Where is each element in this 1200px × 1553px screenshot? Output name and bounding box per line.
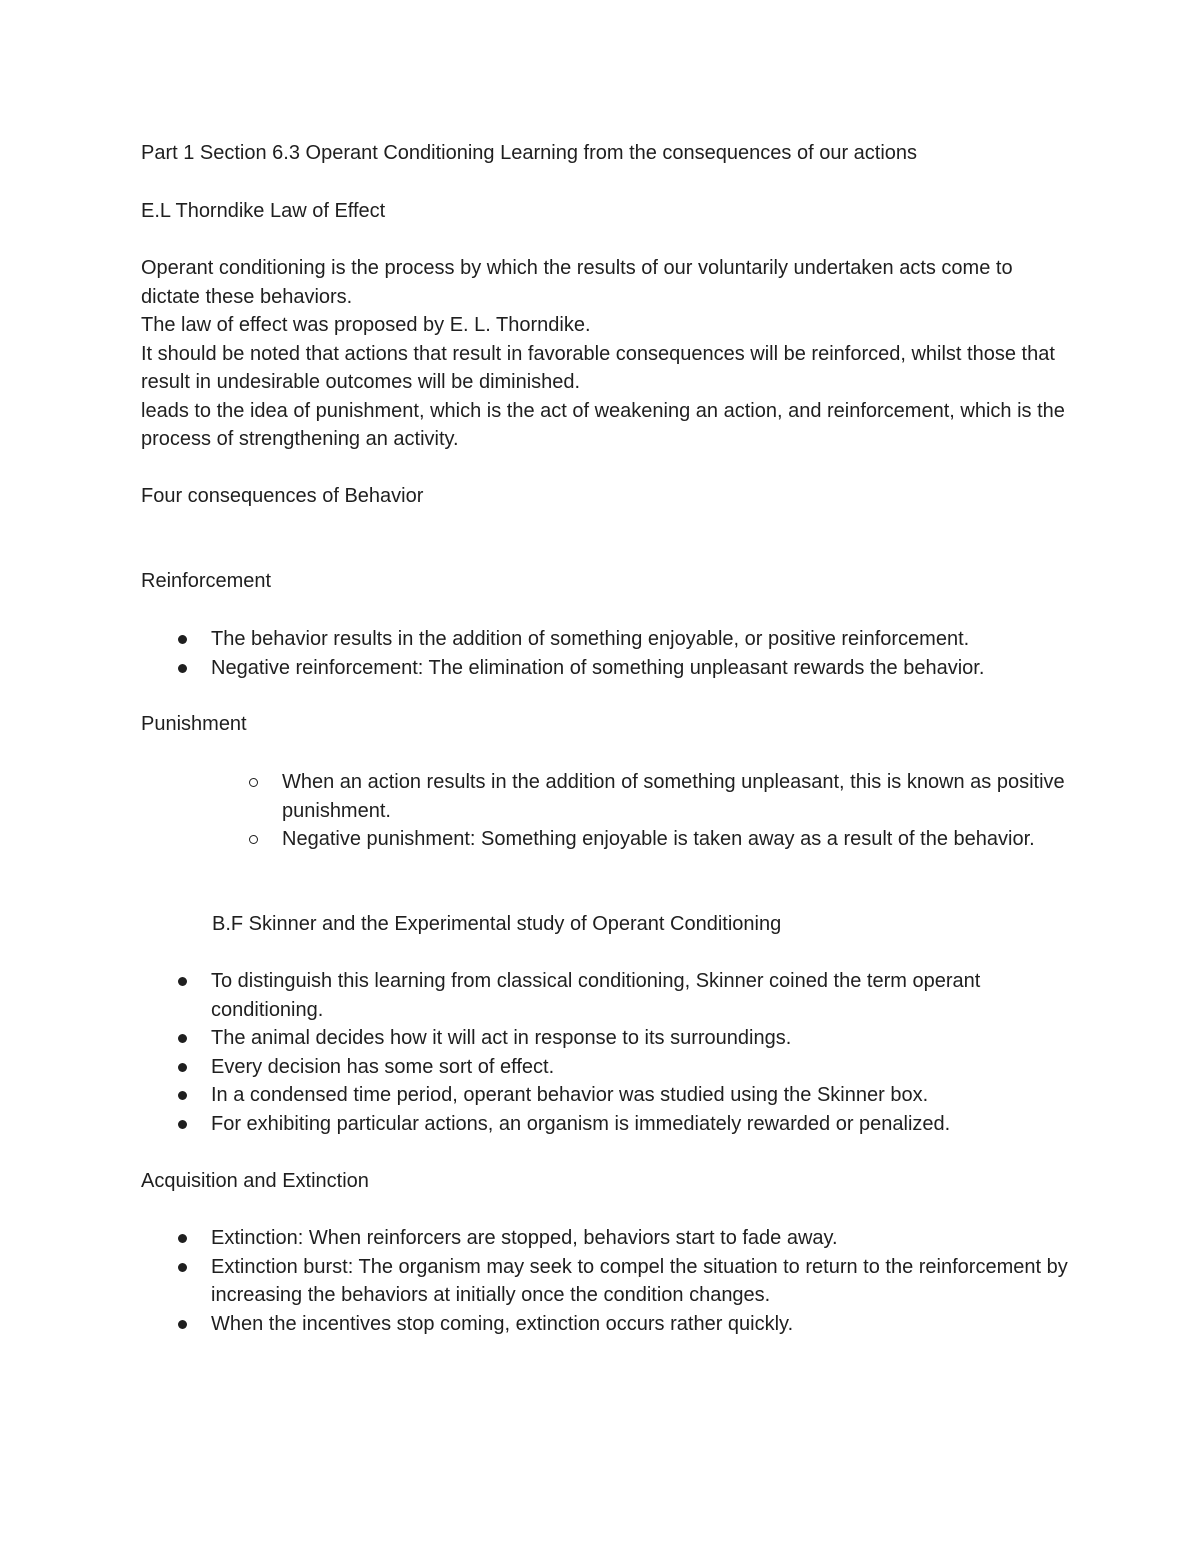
intro-section [141, 254, 1071, 454]
list-item [211, 1253, 1071, 1310]
list-item [211, 1081, 1071, 1110]
intro-paragraph: leads to the idea of punishment, which is the act of weakening an action, and reinforcement, which is the process of strengthening an activity. [141, 399, 1065, 450]
bullet-icon [178, 1320, 187, 1329]
thorndike-heading: E.L Thorndike Law of Effect [141, 200, 386, 222]
list-item-text: When an action results in the addition of something unpleasant, this is known as positive punishment. [282, 771, 1065, 822]
list-item [211, 1053, 1071, 1082]
document-title: Part 1 Section 6.3 Operant Conditioning Learning from the consequences of our actions [141, 142, 918, 164]
list-item-text: To distinguish this learning from classical conditioning, Skinner coined the term operant conditioning. [211, 970, 981, 1021]
list-item [211, 967, 1071, 1024]
acquisition-heading: Acquisition and Extinction [141, 1170, 369, 1192]
bullet-icon [178, 977, 187, 986]
bullet-icon [178, 1120, 187, 1129]
intro-paragraph: Operant conditioning is the process by which the results of our voluntarily undertaken acts come to dictate these behaviors. [141, 257, 1013, 308]
four-consequences-heading: Four consequences of Behavior [141, 485, 424, 507]
list-item [282, 825, 1072, 854]
list-item [211, 625, 1071, 654]
list-item-text: Every decision has some sort of effect. [211, 1055, 555, 1078]
skinner-list [211, 967, 1071, 1138]
list-item-text: Negative reinforcement: The elimination of something unpleasant rewards the behavior. [211, 656, 985, 679]
list-item-text: Negative punishment: Something enjoyable is taken away as a result of the behavior. [282, 828, 1035, 850]
circle-bullet-icon [249, 778, 258, 787]
circle-bullet-icon [249, 835, 258, 844]
list-item [211, 654, 1071, 683]
skinner-heading: B.F Skinner and the Experimental study of Operant Conditioning [212, 913, 782, 935]
acquisition-list [211, 1224, 1071, 1338]
list-item [211, 1310, 1071, 1339]
punishment-heading: Punishment [141, 713, 247, 735]
bullet-icon [178, 1263, 187, 1272]
list-item-text: Extinction: When reinforcers are stopped, behaviors start to fade away. [211, 1227, 838, 1249]
bullet-icon [178, 1034, 187, 1043]
list-item-text: When the incentives stop coming, extinction occurs rather quickly. [211, 1312, 794, 1335]
list-item [211, 1110, 1071, 1139]
bullet-icon [178, 635, 187, 644]
list-item-text: For exhibiting particular actions, an organism is immediately rewarded or penalized. [211, 1112, 951, 1135]
reinforcement-heading: Reinforcement [141, 570, 272, 592]
bullet-icon [178, 1234, 187, 1243]
punishment-list [282, 768, 1072, 854]
list-item-text: The behavior results in the addition of something enjoyable, or positive reinforcement. [211, 628, 970, 650]
list-item [211, 1224, 1071, 1253]
bullet-icon [178, 664, 187, 673]
list-item-text: Extinction burst: The organism may seek to compel the situation to return to the reinforcement by increasing the behaviors at initially once the condition changes. [211, 1255, 1068, 1306]
intro-paragraph: It should be noted that actions that result in favorable consequences will be reinforced, whilst those that result in undesirable outcomes will be diminished. [141, 342, 1055, 393]
list-item-text: The animal decides how it will act in response to its surroundings. [211, 1027, 792, 1049]
list-item [211, 1024, 1071, 1053]
list-item [282, 768, 1072, 825]
bullet-icon [178, 1063, 187, 1072]
bullet-icon [178, 1091, 187, 1100]
reinforcement-list [211, 625, 1071, 682]
list-item-text: In a condensed time period, operant behavior was studied using the Skinner box. [211, 1084, 929, 1106]
intro-paragraph: The law of effect was proposed by E. L. Thorndike. [141, 314, 591, 336]
